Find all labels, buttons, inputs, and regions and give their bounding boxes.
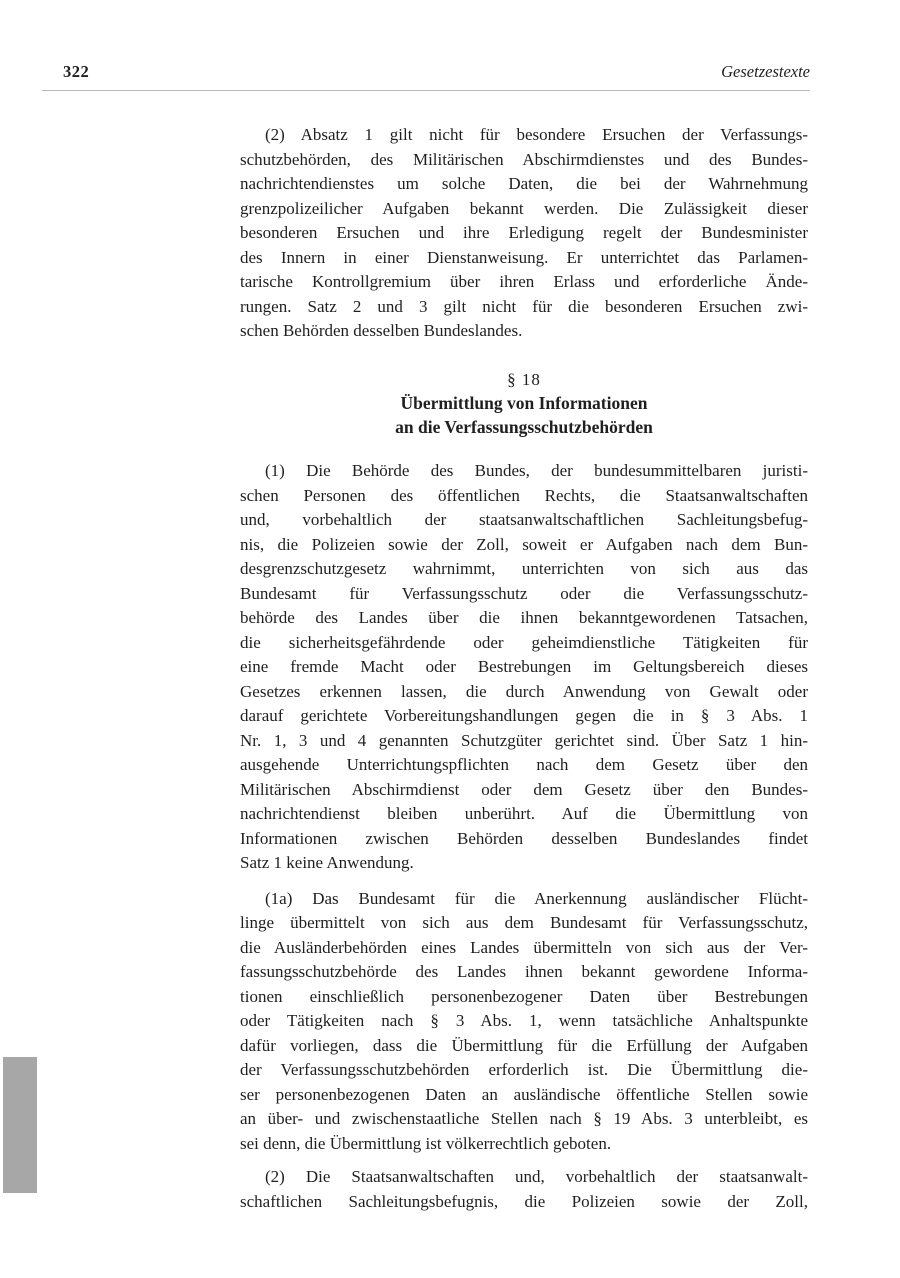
text-line: schaftlichen Sachleitungsbefugnis, die Polizeien sowie der Zoll, [240, 1191, 808, 1211]
text-line: schutzbehörden, des Militärischen Abschirmdienstes und des Bundes- [240, 149, 808, 169]
paragraph-abs1 [240, 459, 808, 876]
text-line: besonderen Ersuchen und ihre Erledigung regelt der Bundesminister [240, 223, 808, 242]
text-line: rungen. Satz 2 und 3 gilt nicht für die besonderen Ersuchen zwi- [240, 296, 808, 316]
text-line: ser personenbezogenen Daten an ausländische öffentliche Stellen sowie [240, 1084, 808, 1104]
paragraph-abs2 [240, 1165, 808, 1214]
text-line: die Ausländerbehörden eines Landes übermitteln von sich aus der Ver- [240, 937, 808, 957]
text-line: die sicherheitsgefährdende oder geheimdienstliche Tätigkeiten für [240, 632, 808, 652]
text-line: Gesetzes erkennen lassen, die durch Anwendung von Gewalt oder [240, 681, 808, 701]
paragraph-abs1a [240, 887, 808, 1157]
text-line: Satz 1 keine Anwendung. [240, 853, 414, 872]
text-line: eine fremde Macht oder Bestrebungen im Geltungsbereich dieses [240, 657, 808, 676]
text-line: der Verfassungsschutzbehörden erforderlich ist. Die Übermittlung die- [240, 1060, 808, 1079]
text-line: und, vorbehaltlich der staatsanwaltschaftlichen Sachleitungsbefug- [240, 510, 808, 529]
text-line: nis, die Polizeien sowie der Zoll, soweit er Aufgaben nach dem Bun- [240, 534, 808, 554]
text-line: tarische Kontrollgremium über ihren Erlass und erforderliche Ände- [240, 272, 808, 291]
section-title-line-2: an die Verfassungsschutzbehörden [395, 416, 653, 437]
text-line: schen Personen des öffentlichen Rechts, die Staatsanwaltschaften [240, 485, 808, 505]
text-line: dafür vorliegen, dass die Übermittlung für die Erfüllung der Aufgaben [240, 1035, 808, 1055]
text-line: darauf gerichtete Vorbereitungshandlungen gegen die in § 3 Abs. 1 [240, 706, 808, 725]
header-rule [42, 90, 810, 91]
text-line: ausgehende Unterrichtungspflichten nach dem Gesetz über den [240, 755, 808, 774]
running-header-title: Gesetzestexte [721, 62, 810, 81]
text-line: nachrichtendienst bleiben unberührt. Auf die Übermittlung von [240, 804, 808, 823]
text-line: (1a) Das Bundesamt für die Anerkennung ausländischer Flücht- [265, 888, 808, 908]
page-edge-tab [3, 1057, 37, 1193]
text-line: behörde des Landes über die ihnen bekanntgewordenen Tatsachen, [240, 608, 808, 627]
text-line: Bundesamt für Verfassungsschutz oder die Verfassungsschutz- [240, 583, 808, 603]
text-column [240, 123, 808, 1214]
text-line: tionen einschließlich personenbezogener Daten über Bestrebungen [240, 986, 808, 1006]
page-number: 322 [63, 62, 90, 81]
text-line: (2) Die Staatsanwaltschaften und, vorbehaltlich der staatsanwalt- [265, 1167, 808, 1186]
text-line: (2) Absatz 1 gilt nicht für besondere Ersuchen der Verfassungs- [265, 125, 808, 144]
text-line: (1) Die Behörde des Bundes, der bundesummittelbaren juristi- [265, 461, 808, 480]
text-line: sei denn, die Übermittlung ist völkerrechtlich geboten. [240, 1133, 612, 1153]
text-line: grenzpolizeilicher Aufgaben bekannt werden. Die Zulässigkeit dieser [240, 198, 808, 218]
section-title-line-1: Übermittlung von Informationen [400, 393, 648, 413]
text-line: schen Behörden desselben Bundeslandes. [240, 321, 523, 340]
section-heading [240, 368, 808, 440]
text-line: oder Tätigkeiten nach § 3 Abs. 1, wenn tatsächliche Anhaltspunkte [240, 1011, 808, 1030]
text-line: nachrichtendienstes um solche Daten, die bei der Wahrnehmung [240, 174, 808, 193]
text-line: des Innern in einer Dienstanweisung. Er unterrichtet das Parlamen- [240, 247, 808, 267]
section-number: § 18 [507, 369, 541, 389]
text-line: an über- und zwischenstaatliche Stellen nach § 19 Abs. 3 unterbleibt, es [240, 1109, 808, 1128]
text-line: Informationen zwischen Behörden desselben Bundeslandes findet [240, 828, 808, 848]
text-line: linge übermittelt von sich aus dem Bundesamt für Verfassungsschutz, [240, 913, 808, 932]
text-line: Militärischen Abschirmdienst oder dem Gesetz über den Bundes- [240, 779, 808, 799]
text-line: desgrenzschutzgesetz wahrnimmt, unterrichten von sich aus das [240, 559, 808, 578]
paragraph-abs2-continuation [240, 123, 808, 344]
text-line: Nr. 1, 3 und 4 genannten Schutzgüter gerichtet sind. Über Satz 1 hin- [240, 730, 808, 750]
page-header [42, 62, 810, 82]
text-line: fassungsschutzbehörde des Landes ihnen bekannt gewordene Informa- [240, 962, 808, 981]
